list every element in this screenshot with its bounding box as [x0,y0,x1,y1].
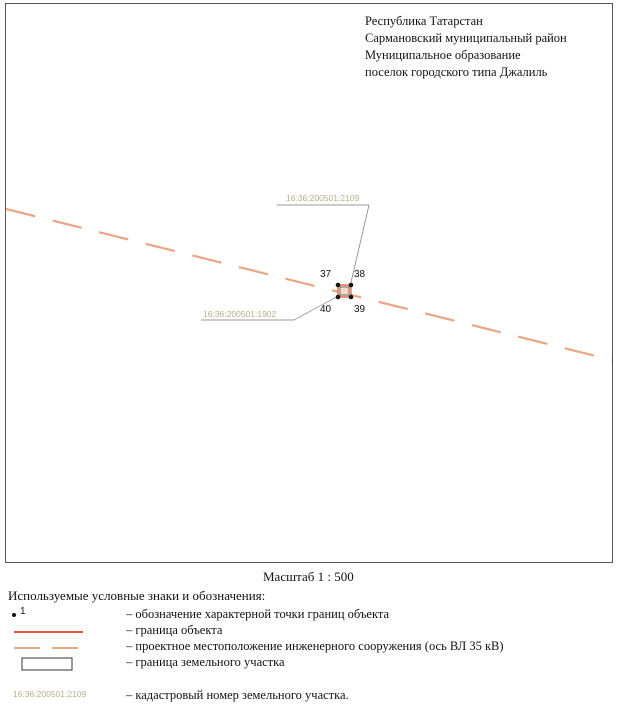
legend-desc-point: – обозначение характерной точки границ объекта [126,607,390,621]
legend-symbol-boundary [8,623,118,639]
legend-row-project [8,639,608,655]
legend-symbol-point [8,607,118,623]
region-header [365,13,567,81]
point-38-label: 38 [354,269,366,280]
leader-line-1902-diag [294,294,342,320]
map-frame [5,3,613,563]
point-40-dot [336,295,341,300]
legend-row-land-plot [8,655,608,671]
region-republic: Республика Татарстан [365,14,483,28]
legend-point-number: 1 [20,606,26,617]
rectangle-icon [8,655,118,673]
map-scale: Масштаб 1 : 500 [263,569,354,584]
legend-cadastral-sample: 16:36:200501:2109 [13,689,87,699]
dashed-line-icon [8,639,118,655]
point-39-dot [349,295,354,300]
legend-desc-land-plot: – граница земельного участка [126,655,285,669]
solid-line-icon [8,623,118,639]
point-39-label: 39 [354,304,366,315]
legend-symbol-land-plot [8,655,118,671]
legend-row-cadastral [8,688,608,704]
legend-row-point [8,607,608,623]
legend-title: Используемые условные знаки и обозначения: [8,588,266,603]
region-settlement: поселок городского типа Джалиль [365,65,548,79]
point-37-dot [336,283,341,288]
region-district: Сармановский муниципальный район [365,31,567,45]
map-canvas [6,4,612,562]
cadastral-label-2109: 16:36:200501:2109 [286,193,360,203]
region-municipality: Муниципальное образование [365,48,521,62]
legend-symbol-project [8,639,118,655]
legend-row-boundary [8,623,608,639]
legend-desc-cadastral: – кадастровый номер земельного участка. [126,688,349,702]
legend-symbol-cadastral [8,688,118,704]
point-40-label: 40 [320,304,332,315]
point-37-label: 37 [320,269,332,280]
legend-desc-project: – проектное местоположение инженерного сооружения (ось ВЛ 35 кВ) [126,639,504,653]
point-38-dot [349,283,354,288]
cadastral-label-1902: 16:36:200501:1902 [203,309,277,319]
power-line-axis [6,209,612,360]
legend-desc-boundary: – граница объекта [126,623,223,637]
